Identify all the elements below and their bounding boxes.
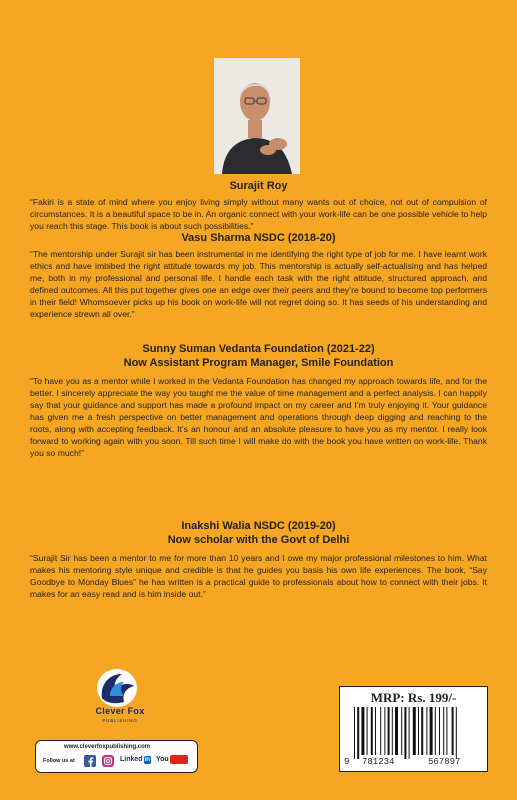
- publisher-name: Clever Fox: [95, 706, 145, 716]
- author-name: Surajit Roy: [229, 180, 288, 192]
- author-quote: “Fakiri is a state of mind where you enjoy living simply without many wants out of choice, not out of compulsion of circumstances. It is a beautiful space to be in. An organic connect with your work-life can be one possible vehicle to help you reach this stage. This book is about such possibilities.”: [30, 197, 487, 231]
- price-box: [339, 686, 488, 772]
- testimonial-3-text: “Surajit Sir has been a mentor to me for more than 10 years and I owe my major professional milestones to him. What makes his mentoring style unique and credible is that he guides you basis his own life experiences. The book, “Say Goodbye to Monday Blues” he has written is a practical guide to professionals about how to connect with their jobs. It makes for an easy read and is him inside out.”: [30, 553, 487, 599]
- testimonial-1-text: “The mentorship under Surajit sir has been instrumental in me identifying the right type of job for me. I have learnt work ethics and have imbibed the right attitude towards my job. This mentorship is actually self-actualising and has helped me, both in my professional and personal life. I handle each task with the right attitude, structured approach, and defined outcomes. All this put together gives one an edge over their peers and they’re bound to become top performers in their field! Whomsoever picks up his book on work-life will not regret doing so. It has seeds of his understanding and experience strewn all over.”: [30, 249, 487, 319]
- youtube-icon[interactable]: [156, 754, 188, 766]
- testimonial-1-name: Vasu Sharma NSDC (2018-20): [181, 232, 336, 244]
- isbn-digit-group-2: 567897: [428, 757, 461, 767]
- facebook-icon[interactable]: [84, 754, 96, 766]
- website-link[interactable]: www.cleverfoxpublishing.com: [64, 744, 151, 750]
- isbn-digit-group-1: 781234: [362, 757, 395, 767]
- mrp-label: MRP: Rs. 199/-: [370, 690, 457, 705]
- testimonial-3-subtitle: Now scholar with the Govt of Delhi: [167, 534, 350, 546]
- instagram-icon[interactable]: [102, 754, 114, 766]
- barcode-icon: [346, 707, 481, 759]
- follow-label: Follow us at: [43, 758, 75, 764]
- youtube-tube-badge: [170, 755, 188, 764]
- isbn-digit-prefix: 9: [344, 757, 350, 767]
- linkedin-icon[interactable]: [120, 754, 151, 766]
- author-photo: [214, 58, 300, 174]
- testimonial-2-text: “To have you as a mentor while I worked in the Vedanta Foundation has changed my approach towards life, and for the better. I sincerely appreciate the way you taught me the value of time management and a perfect analysis. I can happily say that your guidance and support has made a profound impact on my career and I’m truly enjoying it. Your guidance has given me a fresh perspective on better management and operations through deep digging and reaching to the roots, along with accepting feedback. It’s an honour and an absolute pleasure to have you as my mentor. I really look forward to working again with you soon. Till such time I will make do with the book you have written on work-life. Thank you so much!”: [30, 376, 487, 458]
- testimonial-2-subtitle: Now Assistant Program Manager, Smile Foundation: [123, 357, 394, 369]
- publisher-sub: PUBLISHING: [102, 718, 138, 723]
- social-box: [35, 740, 198, 773]
- fox-logo-icon: [80, 668, 154, 740]
- linkedin-in-badge: in: [144, 757, 150, 763]
- testimonial-3-name: Inakshi Walia NSDC (2019-20): [181, 520, 336, 532]
- linkedin-text: Linked: [120, 756, 143, 763]
- testimonial-2-name: Sunny Suman Vedanta Foundation (2021-22): [142, 343, 375, 355]
- youtube-text: You: [156, 756, 169, 763]
